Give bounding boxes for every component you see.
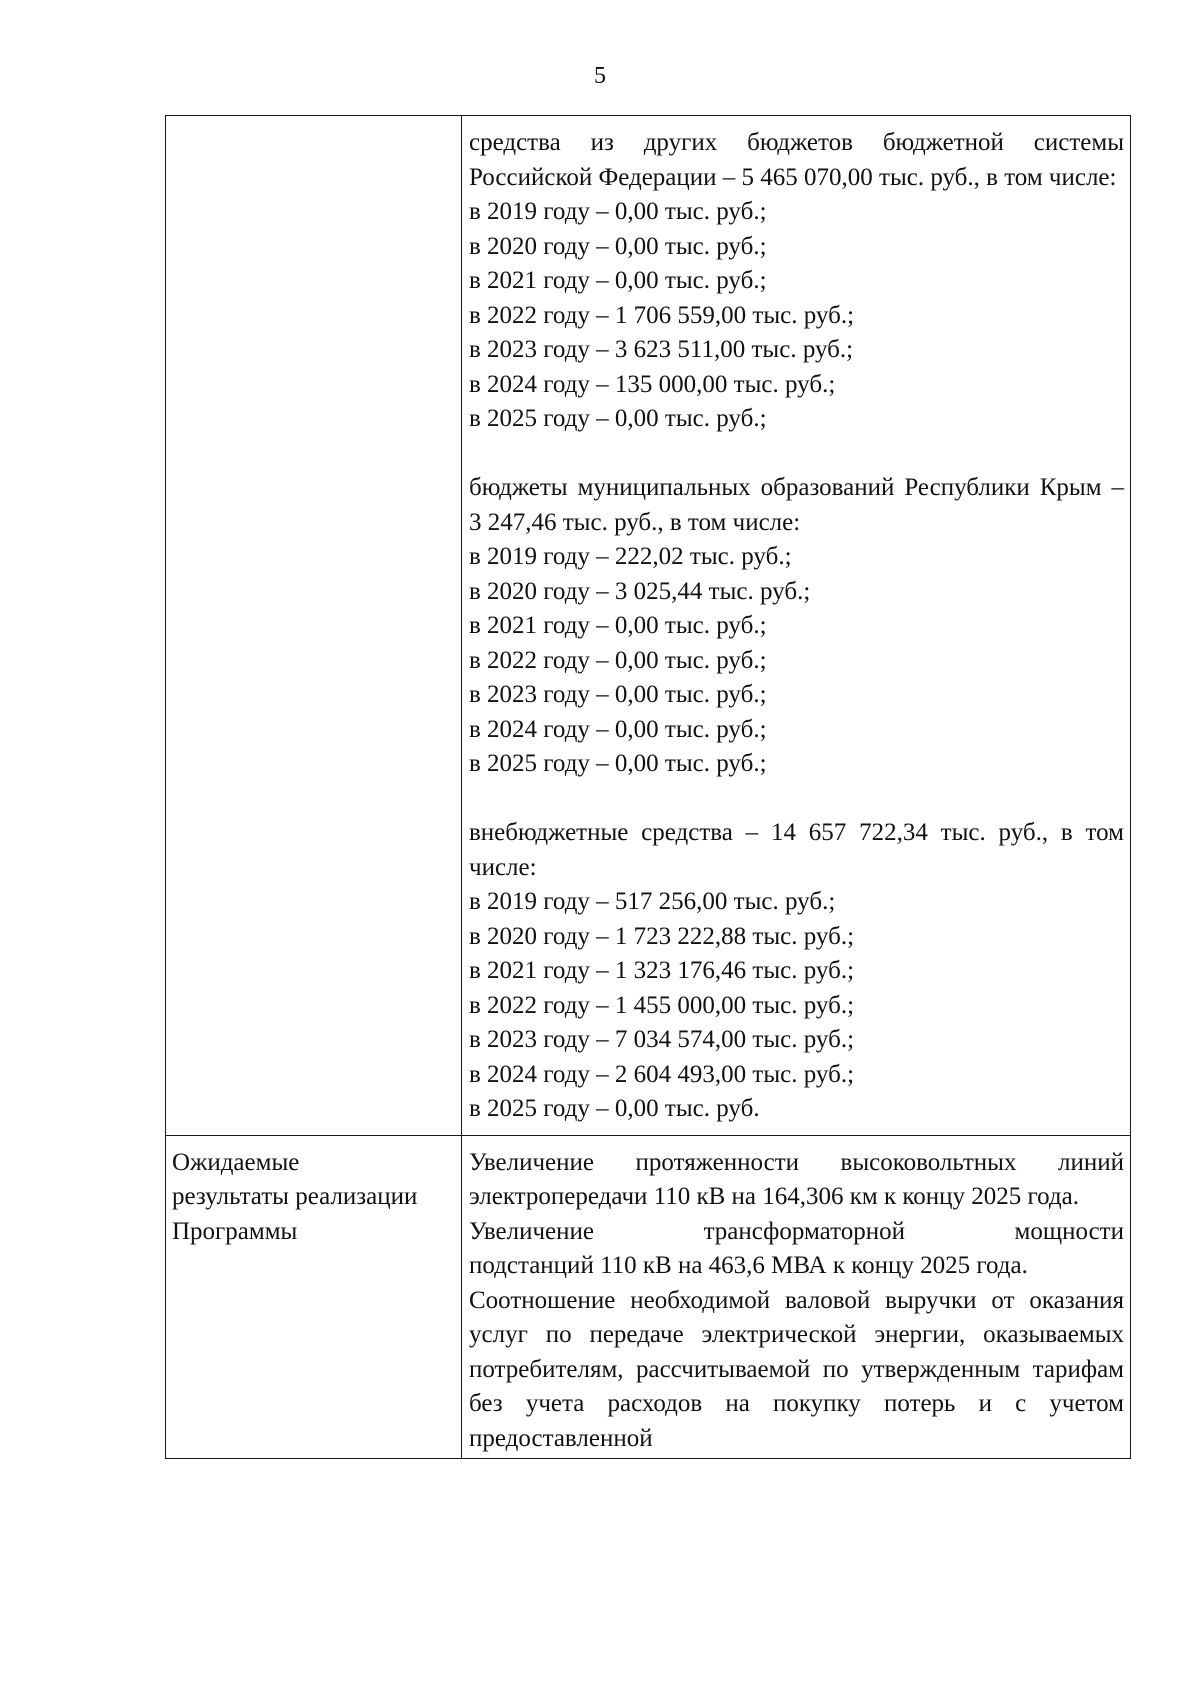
program-passport-table bbox=[165, 115, 1131, 1459]
extrabudgetary-year-2021: в 2021 году – 1 323 176,46 тыс. руб.; bbox=[469, 957, 855, 984]
funding-label-cell bbox=[166, 116, 462, 1136]
federal-year-2024: в 2024 году – 135 000,00 тыс. руб.; bbox=[469, 370, 836, 398]
funding-value-cell bbox=[462, 116, 1131, 1136]
federal-year-2022: в 2022 году – 1 706 559,00 тыс. руб.; bbox=[469, 301, 855, 329]
extrabudgetary-year-2020: в 2020 году – 1 723 222,88 тыс. руб.; bbox=[469, 922, 855, 950]
extrabudgetary-year-2025: в 2025 году – 0,00 тыс. руб. bbox=[469, 1095, 760, 1122]
municipal-year-2022: в 2022 году – 0,00 тыс. руб.; bbox=[469, 646, 767, 674]
results-paragraph-lines: Увеличение протяженности высоковольтных линий электропередачи 110 кВ на 164,306 км к концу 2025 года. bbox=[469, 1148, 1124, 1210]
federal-year-2025: в 2025 году – 0,00 тыс. руб.; bbox=[469, 405, 767, 432]
table-row-funding bbox=[166, 116, 1131, 1136]
results-paragraph-transformer-2: подстанций 110 кВ на 463,6 МВА к концу 2025 года. bbox=[469, 1252, 1028, 1279]
extrabudgetary-year-2024: в 2024 году – 2 604 493,00 тыс. руб.; bbox=[469, 1060, 855, 1088]
extrabudgetary-intro: внебюджетные средства – 14 657 722,34 тыс. руб., в том числе: bbox=[469, 819, 1124, 881]
results-label-line-2: результаты реализации bbox=[172, 1183, 418, 1210]
federal-budget-list bbox=[469, 195, 1124, 437]
extrabudgetary-list bbox=[469, 885, 1124, 1127]
results-label-cell bbox=[166, 1135, 462, 1459]
results-paragraph-revenue: Соотношение необходимой валовой выручки от оказания услуг по передаче электрической энергии, оказываемых потребителям, рассчитываемой по утвержденным тарифам без учета расходов на покупку потерь и с учетом предоставленной bbox=[469, 1286, 1124, 1452]
municipal-year-2021: в 2021 году – 0,00 тыс. руб.; bbox=[469, 612, 767, 639]
extrabudgetary-year-2022: в 2022 году – 1 455 000,00 тыс. руб.; bbox=[469, 991, 855, 1019]
results-label-line-3: Программы bbox=[172, 1217, 298, 1245]
federal-year-2023: в 2023 году – 3 623 511,00 тыс. руб.; bbox=[469, 336, 854, 363]
municipal-year-2020: в 2020 году – 3 025,44 тыс. руб.; bbox=[469, 577, 811, 605]
municipal-budget-intro: бюджеты муниципальных образований Республики Крым – 3 247,46 тыс. руб., в том числе: bbox=[469, 474, 1124, 536]
federal-year-2021: в 2021 году – 0,00 тыс. руб.; bbox=[469, 267, 767, 294]
federal-year-2020: в 2020 году – 0,00 тыс. руб.; bbox=[469, 232, 767, 260]
results-label-line-1: Ожидаемые bbox=[172, 1148, 300, 1176]
extrabudgetary-year-2019: в 2019 году – 517 256,00 тыс. руб.; bbox=[469, 888, 836, 915]
municipal-year-2024: в 2024 году – 0,00 тыс. руб.; bbox=[469, 715, 767, 743]
municipal-year-2025: в 2025 году – 0,00 тыс. руб.; bbox=[469, 750, 767, 777]
page-number: 5 bbox=[594, 63, 606, 89]
municipal-budget-list bbox=[469, 540, 1124, 782]
table-row-results bbox=[166, 1135, 1131, 1459]
municipal-year-2019: в 2019 году – 222,02 тыс. руб.; bbox=[469, 543, 792, 570]
federal-budget-intro: средства из других бюджетов бюджетной системы Российской Федерации – 5 465 070,00 тыс. руб., в том числе: bbox=[469, 129, 1124, 191]
municipal-year-2023: в 2023 году – 0,00 тыс. руб.; bbox=[469, 681, 767, 708]
results-value-cell bbox=[462, 1135, 1131, 1459]
results-paragraph-transformer-1: Увеличение трансформаторной мощности bbox=[469, 1217, 1124, 1245]
federal-year-2019: в 2019 году – 0,00 тыс. руб.; bbox=[469, 198, 767, 225]
extrabudgetary-year-2023: в 2023 году – 7 034 574,00 тыс. руб.; bbox=[469, 1026, 855, 1053]
